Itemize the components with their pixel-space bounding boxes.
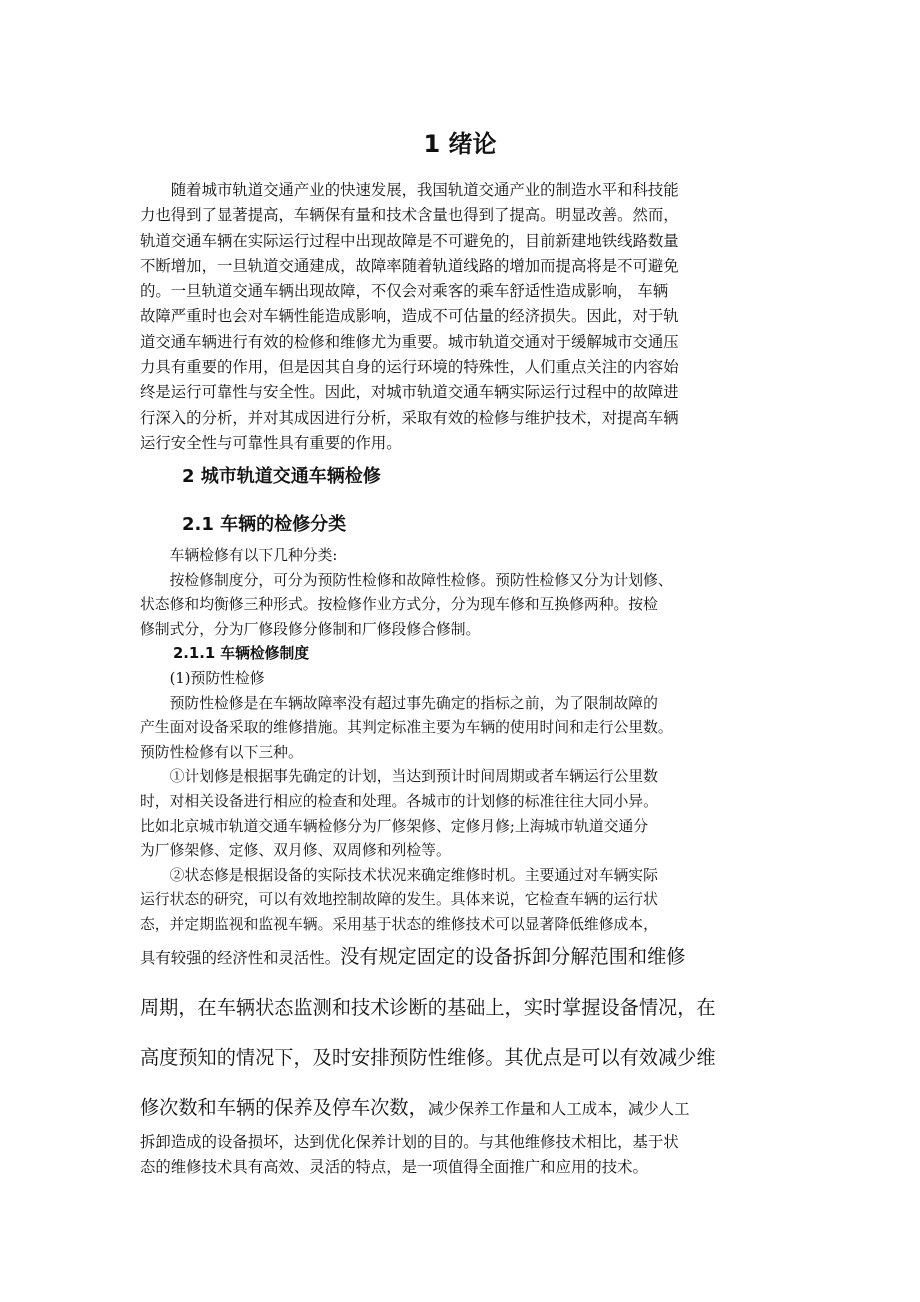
text-line: 修制式分，分为厂修段修分修制和厂修段修合修制。 [140, 620, 481, 638]
text-line: 产生面对设备采取的维修措施。其判定标准主要为车辆的使用时间和走行公里数。 [140, 719, 673, 737]
text-line: 随着城市轨道交通产业的快速发展，我国轨道交通产业的制造水平和科技能 [140, 181, 679, 199]
section-2-1-paragraph [140, 544, 785, 938]
large-text-run: 没有规定固定的设备拆卸分解范围和维修 [340, 945, 686, 968]
large-text-run: 修次数和车辆的保养及停车次数， [140, 1096, 428, 1119]
mixed-text-line [140, 932, 785, 983]
text-line: 周期，在车辆状态监测和技术诊断的基础上，实时掌握设备情况，在 [140, 996, 716, 1019]
chapter-1-title: 1 绪论 [423, 130, 497, 158]
text-line: 态，并定期监视和监视车辆。采用基于状态的维修技术可以显著降低维修成本， [140, 915, 658, 933]
text-line: 态的维修技术具有高效、灵活的特点，是一项值得全面推广和应用的技术。 [140, 1158, 648, 1177]
text-line: 为厂修架修、定修、双月修、双周修和列检等。 [140, 842, 451, 860]
text-line: 预防性检修有以下三种。 [140, 743, 303, 761]
closing-lines [140, 1130, 785, 1181]
text-line: 轨道交通车辆在实际运行过程中出现故障是不可避免的，目前新建地铁线路数量 [140, 231, 679, 250]
text-line: 运行状态的研究，可以有效地控制故障的发生。具体来说，它检查车辆的运行状 [140, 891, 658, 909]
text-line: 状态修和均衡修三种形式。按检修作业方式分，分为现车修和互换修两种。按检 [140, 596, 658, 614]
intro-paragraph [140, 178, 785, 456]
text-line: 的。一旦轨道交通车辆出现故障，不仅会对乘客的乘车舒适性造成影响， 车辆 [140, 282, 669, 301]
text-line: 时，对相关设备进行相应的检查和处理。各城市的计划修的标准往往大同小异。 [140, 792, 658, 810]
small-text-run: 减少保养工作量和人工成本，减少人工 [427, 1100, 690, 1118]
text-line: 行深入的分析，并对其成因进行分析，采取有效的检修与维护技术，对提高车辆 [140, 408, 679, 427]
text-line: 按检修制度分，可分为预防性检修和故障性检修。预防性检修又分为计划修、 [140, 571, 673, 589]
text-line: 运行安全性与可靠性具有重要的作用。 [140, 433, 402, 452]
text-line: 不断增加，一旦轨道交通建成，故障率随着轨道线路的增加而提高将是不可避免 [140, 256, 679, 275]
section-2-1-title: 2.1 车辆的检修分类 [182, 514, 347, 535]
text-line: 力具有重要的作用，但是因其自身的运行环境的特殊性，人们重点关注的内容始 [140, 358, 679, 377]
text-line: 预防性检修是在车辆故障率没有超过事先确定的指标之前，为了限制故障的 [140, 694, 658, 712]
chapter-2-title: 2 城市轨道交通车辆检修 [182, 466, 381, 487]
text-line: ①计划修是根据事先确定的计划，当达到预计时间周期或者车辆运行公里数 [140, 768, 658, 786]
text-line: 拆卸造成的设备损坏，达到优化保养计划的目的。与其他维修技术相比，基于状 [140, 1133, 679, 1151]
text-line: (1)预防性检修 [140, 669, 265, 687]
mixed-text-line [140, 1083, 785, 1134]
text-line: ②状态修是根据设备的实际技术状况来确定维修时机。主要通过对车辆实际 [140, 866, 658, 884]
text-line: 高度预知的情况下，及时安排预防性维修。其优点是可以有效减少维 [140, 1046, 716, 1069]
text-line: 车辆检修有以下几种分类: [140, 547, 338, 564]
subsection-2-1-1-title: 2.1.1 车辆检修制度 [173, 645, 310, 663]
large-text-block [140, 932, 785, 1134]
text-line: 力也得到了显著提高，车辆保有量和技术含量也得到了提高。明显改善。然而， [140, 206, 679, 225]
text-line: 故障严重时也会对车辆性能造成影响，造成不可估量的经济损失。因此，对于轨 [140, 307, 679, 326]
small-text-run: 具有较强的经济性和灵活性。 [140, 949, 341, 967]
text-line: 道交通车辆进行有效的检修和维修尤为重要。城市轨道交通对于缓解城市交通压 [140, 332, 679, 351]
text-line: 比如北京城市轨道交通车辆检修分为厂修架修、定修月修;上海城市轨道交通分 [140, 817, 649, 835]
text-line: 终是运行可靠性与安全性。因此，对城市轨道交通车辆实际运行过程中的故障进 [140, 383, 679, 402]
